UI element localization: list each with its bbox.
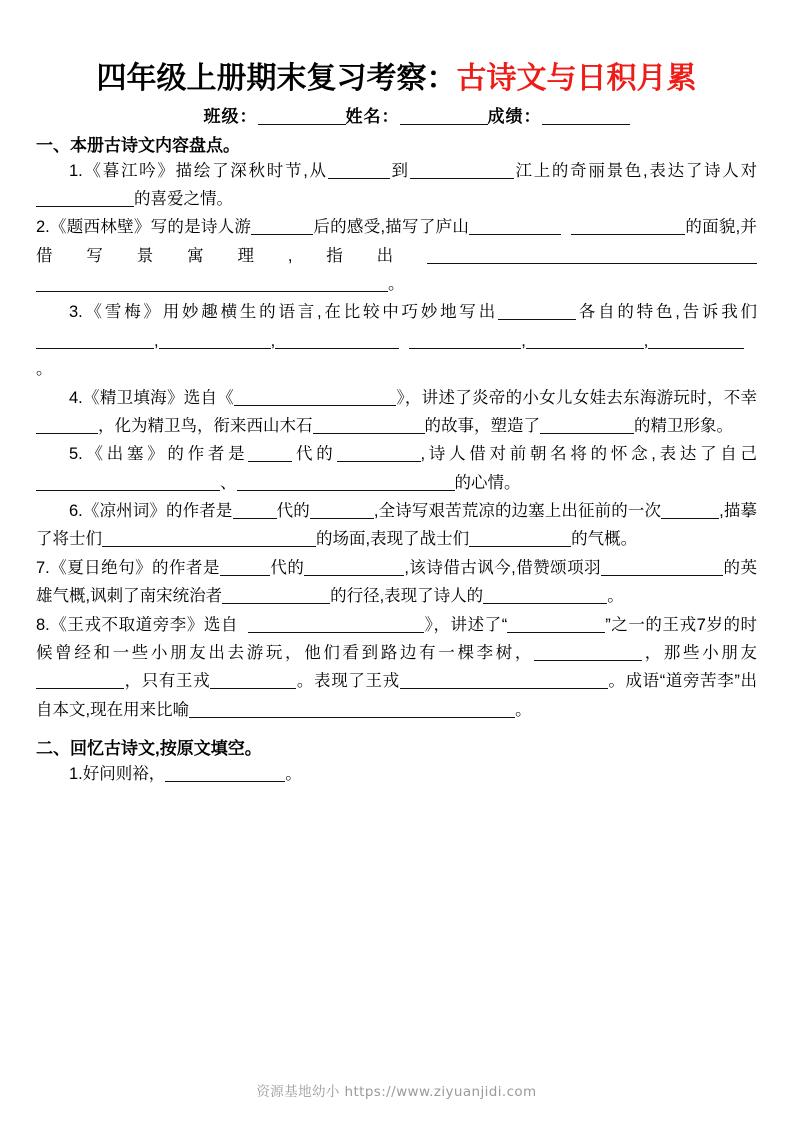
question-7-seg-4: 的英雄气概,讽刺了南宋统治者 xyxy=(36,558,758,606)
question-8-blank-7[interactable] xyxy=(189,702,515,718)
question-8-number: 8. xyxy=(36,615,50,634)
question-2-blank-3[interactable] xyxy=(571,219,623,235)
question-2 xyxy=(36,213,757,298)
question-2-blank-1[interactable] xyxy=(251,219,313,235)
question-8-seg-5: 。表现了王戎 xyxy=(296,672,400,691)
question-2-seg-0: 《题西林壁》写的是诗人游 xyxy=(49,218,252,237)
student-info-line xyxy=(36,102,757,127)
question-7-blank-4[interactable] xyxy=(649,560,723,576)
question-6-blank-6[interactable] xyxy=(491,531,571,547)
question-3-seg-5: , xyxy=(521,331,526,350)
question-3-blank-3[interactable] xyxy=(159,333,271,349)
question-8-seg-1: 》，讲述了“ xyxy=(424,615,508,634)
question-2-blank-5[interactable] xyxy=(427,248,757,264)
question-3-blank-6[interactable] xyxy=(526,333,644,349)
question-7-number: 7. xyxy=(36,558,50,577)
question-4-seg-0: 《精卫填海》选自《 xyxy=(82,388,235,407)
question-8-seg-8: 。 xyxy=(515,700,532,719)
question-2-blank-2[interactable] xyxy=(469,219,561,235)
section-heading-2: 二、回忆古诗文,按原文填空。 xyxy=(36,739,262,758)
question-6-blank-5[interactable] xyxy=(469,531,491,547)
question-2-seg-3: 的面貌,并借写景寓理,指出 xyxy=(36,218,757,265)
question-5-seg-0: 《出塞》的作者是 xyxy=(82,445,249,464)
question-7-blank-3[interactable] xyxy=(601,560,649,576)
question-4-seg-3: 的故事，塑造了 xyxy=(424,416,540,435)
question-6-seg-2: ,全诗写艰苦荒凉的边塞上出征前的一次 xyxy=(373,502,662,520)
question-7-seg-1: 代的 xyxy=(269,558,305,577)
question-1-seg-1: 到 xyxy=(389,161,410,180)
question-8-blank-1[interactable] xyxy=(248,617,424,633)
section2-question-1-blank-1[interactable] xyxy=(165,766,285,782)
section2-question-1 xyxy=(36,760,757,788)
question-1 xyxy=(36,157,757,214)
question-6-blank-4[interactable] xyxy=(102,531,316,547)
question-3-seg-2: , xyxy=(154,331,159,350)
question-3 xyxy=(36,298,757,383)
class-blank[interactable] xyxy=(258,109,346,125)
question-6-seg-0: 《凉州词》的作者是 xyxy=(82,502,233,520)
footer-watermark: 资源基地幼小 https://www.ziyuanjidi.com xyxy=(256,1084,537,1100)
question-1-blank-3[interactable] xyxy=(36,191,134,207)
question-2-seg-5: 。 xyxy=(388,275,405,293)
question-3-seg-1: 各自的特色,告诉我们 xyxy=(576,303,757,322)
question-7 xyxy=(36,554,757,611)
question-3-number: 3. xyxy=(69,303,83,322)
question-5-seg-2: ,诗人借对前朝名将的怀念,表达了自己 xyxy=(420,445,758,464)
question-4 xyxy=(36,384,757,441)
question-8-seg-0: 《王戎不取道旁李》选自 xyxy=(49,615,239,634)
question-4-blank-2[interactable] xyxy=(36,418,98,434)
question-6-number: 6. xyxy=(69,502,83,520)
question-4-blank-1[interactable] xyxy=(234,390,396,406)
score-blank[interactable] xyxy=(542,109,630,125)
question-1-seg-0: 《暮江吟》描绘了深秋时节,从 xyxy=(82,161,328,180)
question-5-blank-1[interactable] xyxy=(248,446,292,462)
question-5-blank-4[interactable] xyxy=(237,475,455,491)
question-7-seg-0: 《夏日绝句》的作者是 xyxy=(49,558,220,577)
section2-question-1-seg-0: 好问则裕， xyxy=(82,765,166,783)
question-2-number: 2. xyxy=(36,218,50,237)
question-4-seg-1: 》，讲述了炎帝的小女儿女娃去东海游玩时，不幸 xyxy=(396,388,758,407)
section-heading-1: 一、本册古诗文内容盘点。 xyxy=(36,135,240,155)
question-2-blank-6[interactable] xyxy=(36,276,388,292)
question-8-seg-3: ，那些小朋友 xyxy=(642,643,757,662)
question-7-blank-1[interactable] xyxy=(220,560,270,576)
question-7-seg-7: 。 xyxy=(607,587,624,606)
question-7-seg-2: ,该诗借古讽今,借赞颂项羽 xyxy=(404,558,602,577)
question-3-seg-3: , xyxy=(270,331,276,350)
question-6-blank-3[interactable] xyxy=(661,503,719,519)
question-8-blank-6[interactable] xyxy=(400,673,608,689)
question-8-blank-3[interactable] xyxy=(534,645,642,661)
question-2-seg-1: 后的感受,描写了庐山 xyxy=(313,218,470,237)
question-5-seg-1: 代的 xyxy=(292,445,337,464)
question-1-number: 1. xyxy=(69,161,83,180)
question-6-seg-3: ,描摹了将士们 xyxy=(36,502,758,549)
question-6-seg-4: 的场面,表现了战士们 xyxy=(316,530,470,549)
question-5 xyxy=(36,440,757,497)
question-3-blank-2[interactable] xyxy=(36,333,154,349)
question-1-seg-2: 江上的奇丽景色,表达了诗人对 xyxy=(513,161,758,180)
question-5-blank-3[interactable] xyxy=(36,475,220,491)
question-8-seg-6: 。成语“道旁苦李”出自本文,现在用来比喻 xyxy=(36,672,758,719)
question-3-blank-5[interactable] xyxy=(409,333,521,349)
question-6-blank-1[interactable] xyxy=(233,503,277,519)
question-7-blank-2[interactable] xyxy=(304,560,404,576)
question-8-seg-4: ，只有王戎 xyxy=(124,672,211,691)
question-1-blank-2[interactable] xyxy=(410,163,514,179)
question-8-seg-2: ”之一的王戎7岁的时候曾经和一些小朋友出去游玩，他们看到路边有一棵李树， xyxy=(36,615,758,662)
question-4-seg-4: 的精卫形象。 xyxy=(634,416,733,435)
question-7-blank-5[interactable] xyxy=(222,588,330,604)
question-4-blank-4[interactable] xyxy=(540,418,634,434)
question-5-blank-2[interactable] xyxy=(337,446,421,462)
question-7-blank-6[interactable] xyxy=(483,588,527,604)
question-4-seg-2: ，化为精卫鸟，衔来西山木石 xyxy=(98,416,313,435)
name-blank[interactable] xyxy=(400,109,488,125)
question-3-seg-0: 《雪梅》用妙趣横生的语言,在比较中巧妙地写出 xyxy=(82,303,499,322)
question-7-blank-7[interactable] xyxy=(527,588,607,604)
page-title xyxy=(36,60,757,98)
question-6-seg-6: 的气概。 xyxy=(571,530,638,549)
question-8 xyxy=(36,611,757,725)
question-5-seg-4: 的心情。 xyxy=(454,473,521,492)
question-1-seg-3: 的喜爱之情。 xyxy=(134,189,233,208)
section2-question-1-seg-1: 。 xyxy=(285,765,302,783)
question-7-seg-5: 的行径,表现了诗人的 xyxy=(330,587,484,606)
question-6-seg-1: 代的 xyxy=(276,502,310,520)
question-6-blank-2[interactable] xyxy=(310,503,374,519)
question-2-blank-4[interactable] xyxy=(623,219,685,235)
class-label: 班级： xyxy=(203,106,258,126)
question-8-blank-2[interactable] xyxy=(507,617,605,633)
question-3-blank-4[interactable] xyxy=(275,333,399,349)
question-4-blank-3[interactable] xyxy=(313,418,425,434)
question-3-seg-6: , xyxy=(643,331,649,350)
question-6 xyxy=(36,497,757,554)
page-title-red: 古诗文与日积月累 xyxy=(456,62,697,95)
question-8-blank-5[interactable] xyxy=(210,673,296,689)
question-5-seg-3: 、 xyxy=(220,473,237,492)
score-label: 成绩： xyxy=(487,106,542,126)
question-3-seg-7: 。 xyxy=(36,360,53,379)
question-1-blank-1[interactable] xyxy=(328,163,390,179)
question-8-blank-4[interactable] xyxy=(36,673,124,689)
section2-question-1-number: 1. xyxy=(69,765,83,783)
question-3-blank-7[interactable] xyxy=(648,333,744,349)
question-4-number: 4. xyxy=(69,388,83,407)
question-3-blank-1[interactable] xyxy=(498,304,576,320)
question-5-number: 5. xyxy=(69,445,83,464)
name-label: 姓名： xyxy=(345,106,400,126)
page-title-black: 四年级上册期末复习考察： xyxy=(96,62,457,95)
